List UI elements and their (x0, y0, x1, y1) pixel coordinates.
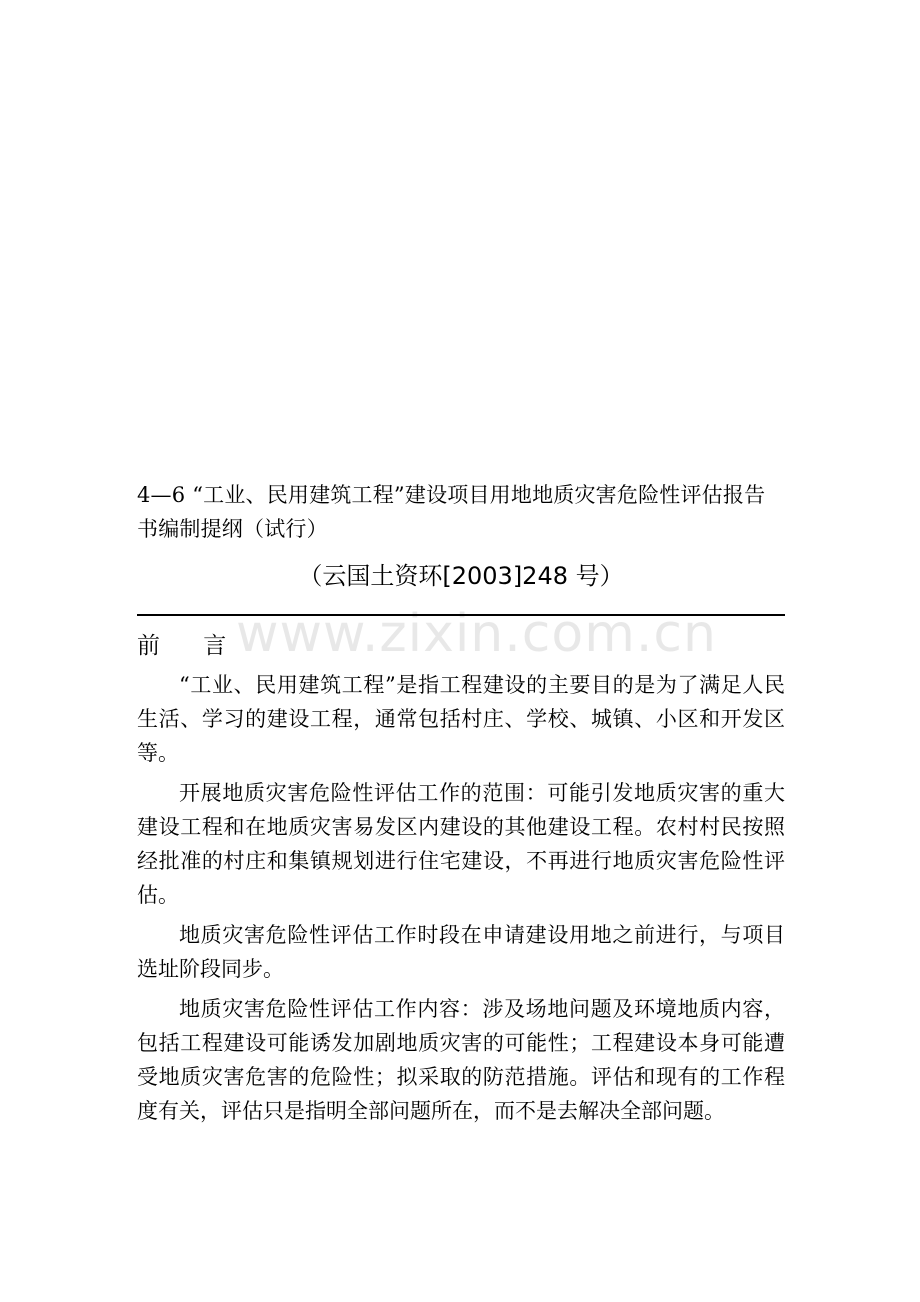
paragraph-4: 地质灾害危险性评估工作内容：涉及场地问题及环境地质内容，包括工程建设可能诱发加剧地质灾害的可能性；工程建设本身可能遭受地质灾害危害的危险性；拟采取的防范措施。评估和现有的工作程度有关，评估只是指明全部问题所在，而不是去解决全部问题。 (137, 997, 785, 1123)
paragraph-1: “工业、民用建筑工程”是指工程建设的主要目的是为了满足人民生活、学习的建设工程，通常包括村庄、学校、城镇、小区和开发区等。 (137, 673, 785, 765)
document-title: 4—6 “工业、民用建筑工程”建设项目用地地质灾害危险性评估报告书编制提纲（试行） (137, 483, 766, 541)
document-page (137, 478, 785, 1128)
divider-rule (137, 614, 785, 616)
paragraph-2: 开展地质灾害危险性评估工作的范围：可能引发地质灾害的重大建设工程和在地质灾害易发区内建设的其他建设工程。农村村民按照经批准的村庄和集镇规划进行住宅建设，不再进行地质灾害危险性评估。 (137, 781, 785, 907)
document-number: （云国土资环[2003]248 号） (298, 562, 624, 590)
watermark: www.zixin.com.cn (236, 604, 717, 664)
paragraph-3: 地质灾害危险性评估工作时段在申请建设用地之前进行，与项目选址阶段同步。 (137, 923, 785, 981)
section-heading: 前 言 (137, 633, 245, 659)
